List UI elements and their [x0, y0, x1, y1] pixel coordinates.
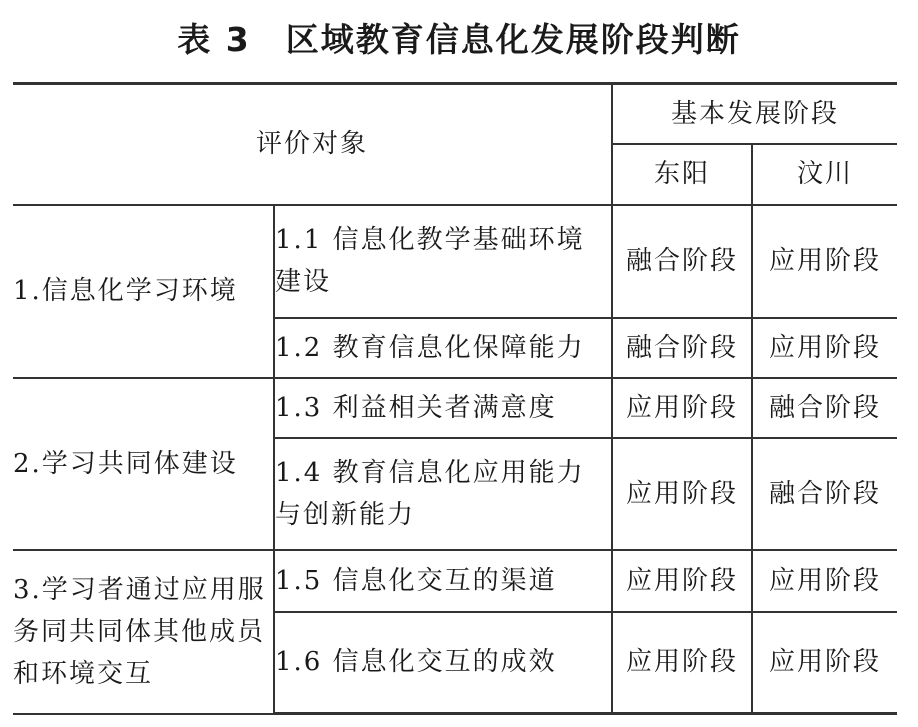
indicator-cell: 1.3 利益相关者满意度: [274, 378, 612, 438]
table-row: [13, 550, 897, 612]
header-region-dongyang: 东阳: [612, 144, 752, 205]
indicator-cell: 1.4 教育信息化应用能力与创新能力: [274, 438, 612, 550]
category-cell: 2.学习共同体建设: [13, 378, 274, 550]
header-region-wenchuan: 汶川: [752, 144, 897, 205]
dongyang-stage-cell: 应用阶段: [612, 550, 752, 612]
wenchuan-stage-cell: 应用阶段: [752, 318, 897, 378]
wenchuan-stage-cell: 应用阶段: [752, 612, 897, 714]
table-row: [13, 205, 897, 318]
category-cell: 1.信息化学习环境: [13, 205, 274, 378]
table-row: [13, 378, 897, 438]
header-evaluation-object: 评价对象: [13, 84, 612, 205]
dongyang-stage-cell: 融合阶段: [612, 318, 752, 378]
indicator-cell: 1.6 信息化交互的成效: [274, 612, 612, 714]
dongyang-stage-cell: 应用阶段: [612, 612, 752, 714]
dongyang-stage-cell: 应用阶段: [612, 378, 752, 438]
wenchuan-stage-cell: 融合阶段: [752, 438, 897, 550]
indicator-cell: 1.2 教育信息化保障能力: [274, 318, 612, 378]
wenchuan-stage-cell: 应用阶段: [752, 550, 897, 612]
dongyang-stage-cell: 应用阶段: [612, 438, 752, 550]
indicator-cell: 1.1 信息化教学基础环境建设: [274, 205, 612, 318]
wenchuan-stage-cell: 融合阶段: [752, 378, 897, 438]
header-basic-stage: 基本发展阶段: [612, 84, 897, 144]
category-cell: 3.学习者通过应用服务同共同体其他成员和环境交互: [13, 550, 274, 714]
dongyang-stage-cell: 融合阶段: [612, 205, 752, 318]
stage-table: [13, 82, 897, 715]
table-title: 表 3 区域教育信息化发展阶段判断: [177, 20, 741, 59]
header-row-1: [13, 84, 897, 144]
indicator-cell: 1.5 信息化交互的渠道: [274, 550, 612, 612]
wenchuan-stage-cell: 应用阶段: [752, 205, 897, 318]
